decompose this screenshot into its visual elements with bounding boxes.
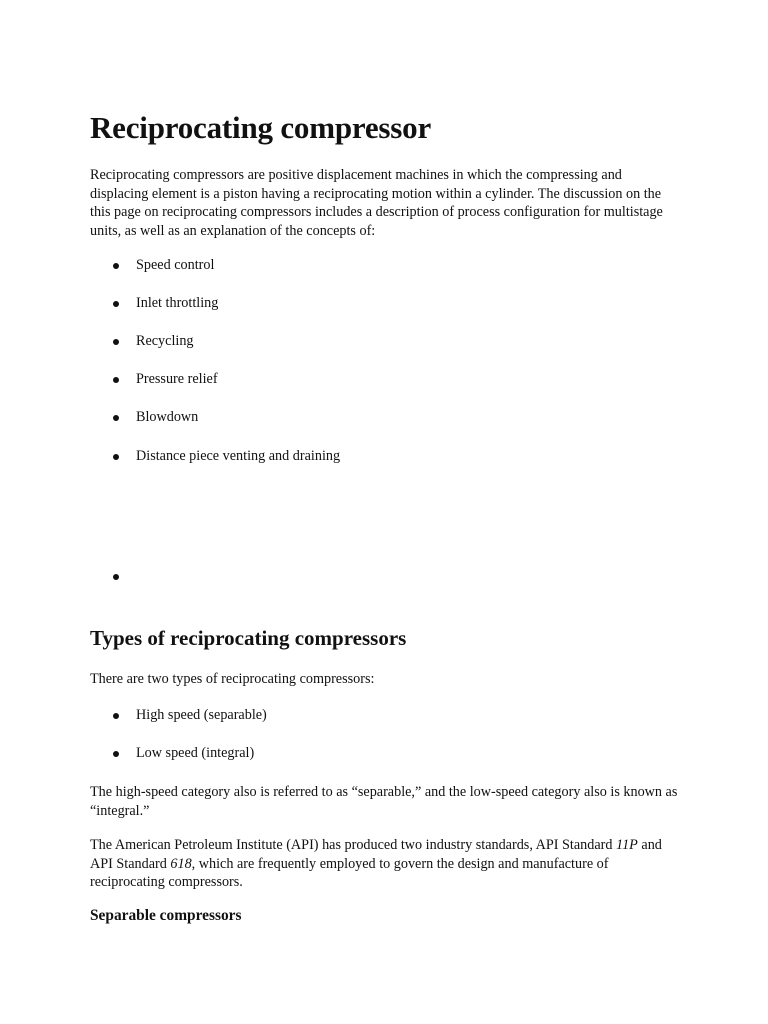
category-note-paragraph: The high-speed category also is referred to as “separable,” and the low-speed category also is known as “integral.”: [90, 784, 678, 819]
list-item-label: Distance piece venting and draining: [136, 448, 341, 464]
bullet-icon: [113, 339, 119, 345]
section-heading: Types of reciprocating compressors: [90, 626, 407, 650]
bullet-icon: [113, 263, 119, 269]
list-item-label: Blowdown: [136, 409, 199, 425]
list-item-label: High speed (separable): [136, 707, 267, 723]
bullet-icon: [113, 454, 119, 460]
list-item-label: Recycling: [136, 333, 194, 349]
bullet-icon: [113, 377, 119, 383]
list-item-label: Speed control: [136, 257, 215, 273]
api-note-text: , which are frequently employed to govern the design and manufacture of reciprocating compressors.: [90, 855, 609, 891]
types-intro-paragraph: There are two types of reciprocating compressors:: [90, 671, 375, 687]
bullet-icon: [113, 301, 119, 307]
bullet-icon: [113, 713, 119, 719]
api-note-paragraph: [90, 836, 680, 892]
intro-paragraph: Reciprocating compressors are positive displacement machines in which the compressing and displacing element is a piston having a reciprocating motion within a cylinder. The discussion on the this page on reciprocating compressors includes a description of process configuration for multistage units, as well as an explanation of the concepts of:: [90, 167, 663, 239]
subsection-heading: Separable compressors: [90, 907, 242, 924]
api-note-text: The American Petroleum Institute (API) has produced two industry standards, API Standard: [90, 837, 617, 853]
list-item-label: Pressure relief: [136, 371, 218, 387]
list-item-label: Low speed (integral): [136, 745, 255, 761]
list-item-label: Inlet throttling: [136, 295, 219, 311]
api-standard-11p: 11P: [616, 837, 638, 853]
bullet-icon: [113, 415, 119, 421]
api-note-text: and API Standard: [90, 837, 662, 872]
bullet-icon: [113, 751, 119, 757]
page-title: Reciprocating compressor: [90, 110, 432, 145]
bullet-icon: [113, 574, 119, 580]
api-standard-618: 618: [170, 855, 192, 872]
